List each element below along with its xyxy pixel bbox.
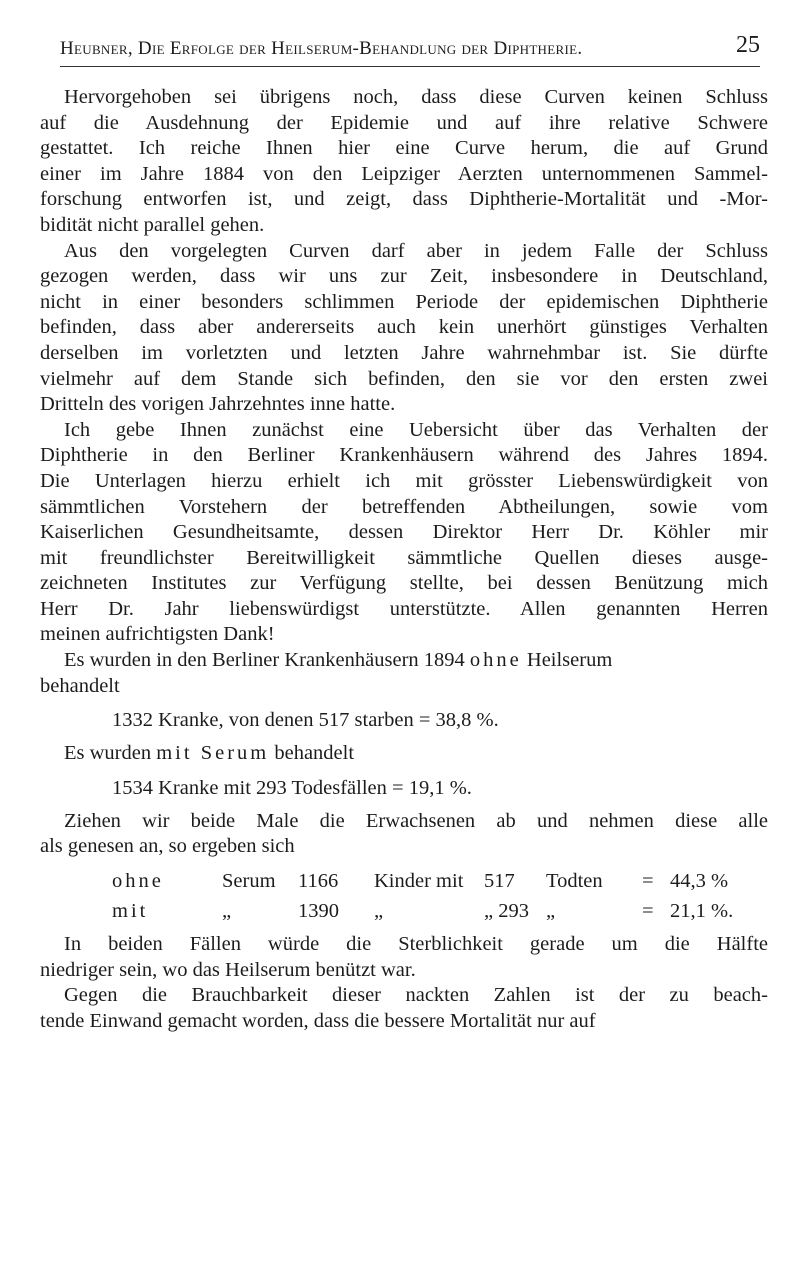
comparison-label: ohne <box>112 870 164 893</box>
text-line: als genesen an, so ergeben sich <box>40 835 295 858</box>
formula-without-serum: 1332 Kranke, von denen 517 starben = 38,8 %. <box>112 709 499 732</box>
text-line: Ziehen wir beide Male die Erwachsenen ab und nehmen diese alle <box>64 809 768 832</box>
comparison-equals: = <box>642 870 654 893</box>
text-line: auf die Ausdehnung der Epidemie und auf ihre relative Schwere <box>40 111 768 134</box>
comparison-kinder: „ <box>374 900 384 923</box>
comparison-count: 1390 <box>298 900 339 923</box>
text-line: zeichneten Institutes zur Verfügung stellte, bei dessen Benützung mich <box>40 572 768 595</box>
stats-intro-without-cont: behandelt <box>40 674 120 697</box>
comparison-equals: = <box>642 900 654 923</box>
stats-intro-emphasis: mit Serum <box>156 742 270 765</box>
text-line: mit freundlichster Bereitwilligkeit sämmtliche Quellen dieses ausge- <box>40 546 768 569</box>
comparison-label: mit <box>112 900 149 923</box>
text-line: forschung entworfen ist, und zeigt, dass Diphtherie-Mortalität und -Mor- <box>40 188 768 211</box>
text-line: vielmehr auf dem Stande sich befinden, den sie vor den ersten zwei <box>40 367 768 390</box>
text-line: niedriger sein, wo das Heilserum benützt war. <box>40 958 416 981</box>
text-line: Dritteln des vorigen Jahrzehntes inne hatte. <box>40 393 396 416</box>
comparison-deaths: „ 293 <box>484 900 529 923</box>
paragraph-3 <box>40 418 768 648</box>
paragraph-6 <box>40 983 768 1034</box>
comparison-label-2: Serum <box>222 870 276 893</box>
stats-intro-text: behandelt <box>274 742 355 765</box>
comparison-deaths: 517 <box>484 870 515 893</box>
formula-with-serum: 1534 Kranke mit 293 Todesfällen = 19,1 %. <box>112 776 472 799</box>
paragraph-5 <box>40 932 768 983</box>
text-line: bidität nicht parallel gehen. <box>40 213 265 236</box>
text-line: einer im Jahre 1884 von den Leipziger Aerzten unternommenen Sammel- <box>40 162 768 185</box>
text-line: gezogen werden, dass wir uns zur Zeit, insbesondere in Deutschland, <box>40 265 768 288</box>
paragraph-4 <box>40 809 768 860</box>
running-header <box>60 30 760 67</box>
comparison-kinder: Kinder mit <box>374 870 464 893</box>
comparison-percent: 44,3 % <box>670 870 729 893</box>
comparison-label-2: „ <box>222 900 232 923</box>
text-line: nicht in einer besonders schlimmen Periode der epidemischen Diphtherie <box>40 290 768 313</box>
text-line: Kaiserlichen Gesundheitsamte, dessen Direktor Herr Dr. Köhler mir <box>40 521 768 544</box>
stats-intro-text: Es wurden <box>64 742 152 765</box>
text-line: Diphtherie in den Berliner Krankenhäusern während des Jahres 1894. <box>40 444 768 467</box>
statistics-block <box>40 648 768 809</box>
text-line: tende Einwand gemacht worden, dass die bessere Mortalität nur auf <box>40 1009 596 1032</box>
running-head-title: Heubner, Die Erfolge der Heilserum-Behandlung der Diphtherie. <box>60 38 583 59</box>
page-number: 25 <box>736 32 760 58</box>
text-line: Herr Dr. Jahr liebenswürdigst unterstützte. Allen genannten Herren <box>40 597 768 620</box>
text-line: Gegen die Brauchbarkeit dieser nackten Zahlen ist der zu beach- <box>64 984 768 1007</box>
comparison-todten: „ <box>546 900 556 923</box>
text-line: Ich gebe Ihnen zunächst eine Uebersicht über das Verhalten der <box>64 418 768 441</box>
stats-intro-text: Heilserum <box>526 649 613 672</box>
body-text <box>40 85 768 1034</box>
comparison-todten: Todten <box>546 870 603 893</box>
text-line: derselben im vorletzten und letzten Jahre wahrnehmbar ist. Sie dürfte <box>40 341 768 364</box>
text-line: befinden, dass aber andererseits auch kein unerhört günstiges Verhalten <box>40 316 768 339</box>
text-line: Aus den vorgelegten Curven darf aber in jedem Falle der Schluss <box>64 239 768 262</box>
text-line: In beiden Fällen würde die Sterblichkeit gerade um die Hälfte <box>64 933 768 956</box>
text-line: sämmtlichen Vorstehern der betreffenden Abtheilungen, sowie vom <box>40 495 768 518</box>
text-line: gestattet. Ich reiche Ihnen hier eine Curve herum, die auf Grund <box>40 137 768 160</box>
paragraph-1 <box>40 85 768 239</box>
stats-intro-text: Es wurden in den Berliner Krankenhäusern 1894 <box>64 649 465 672</box>
stats-intro-emphasis: ohne <box>469 649 522 672</box>
comparison-table <box>40 866 768 926</box>
text-line: meinen aufrichtigsten Dank! <box>40 623 275 646</box>
text-line: Hervorgehoben sei übrigens noch, dass diese Curven keinen Schluss <box>64 86 768 108</box>
text-line: Die Unterlagen hierzu erhielt ich mit grösster Liebenswürdigkeit von <box>40 469 768 492</box>
comparison-row <box>40 896 768 926</box>
stats-intro-without <box>40 648 768 674</box>
comparison-row <box>40 866 768 896</box>
paragraph-2 <box>40 239 768 418</box>
comparison-count: 1166 <box>298 870 339 893</box>
stats-intro-with <box>40 741 768 767</box>
comparison-percent: 21,1 %. <box>670 900 734 923</box>
